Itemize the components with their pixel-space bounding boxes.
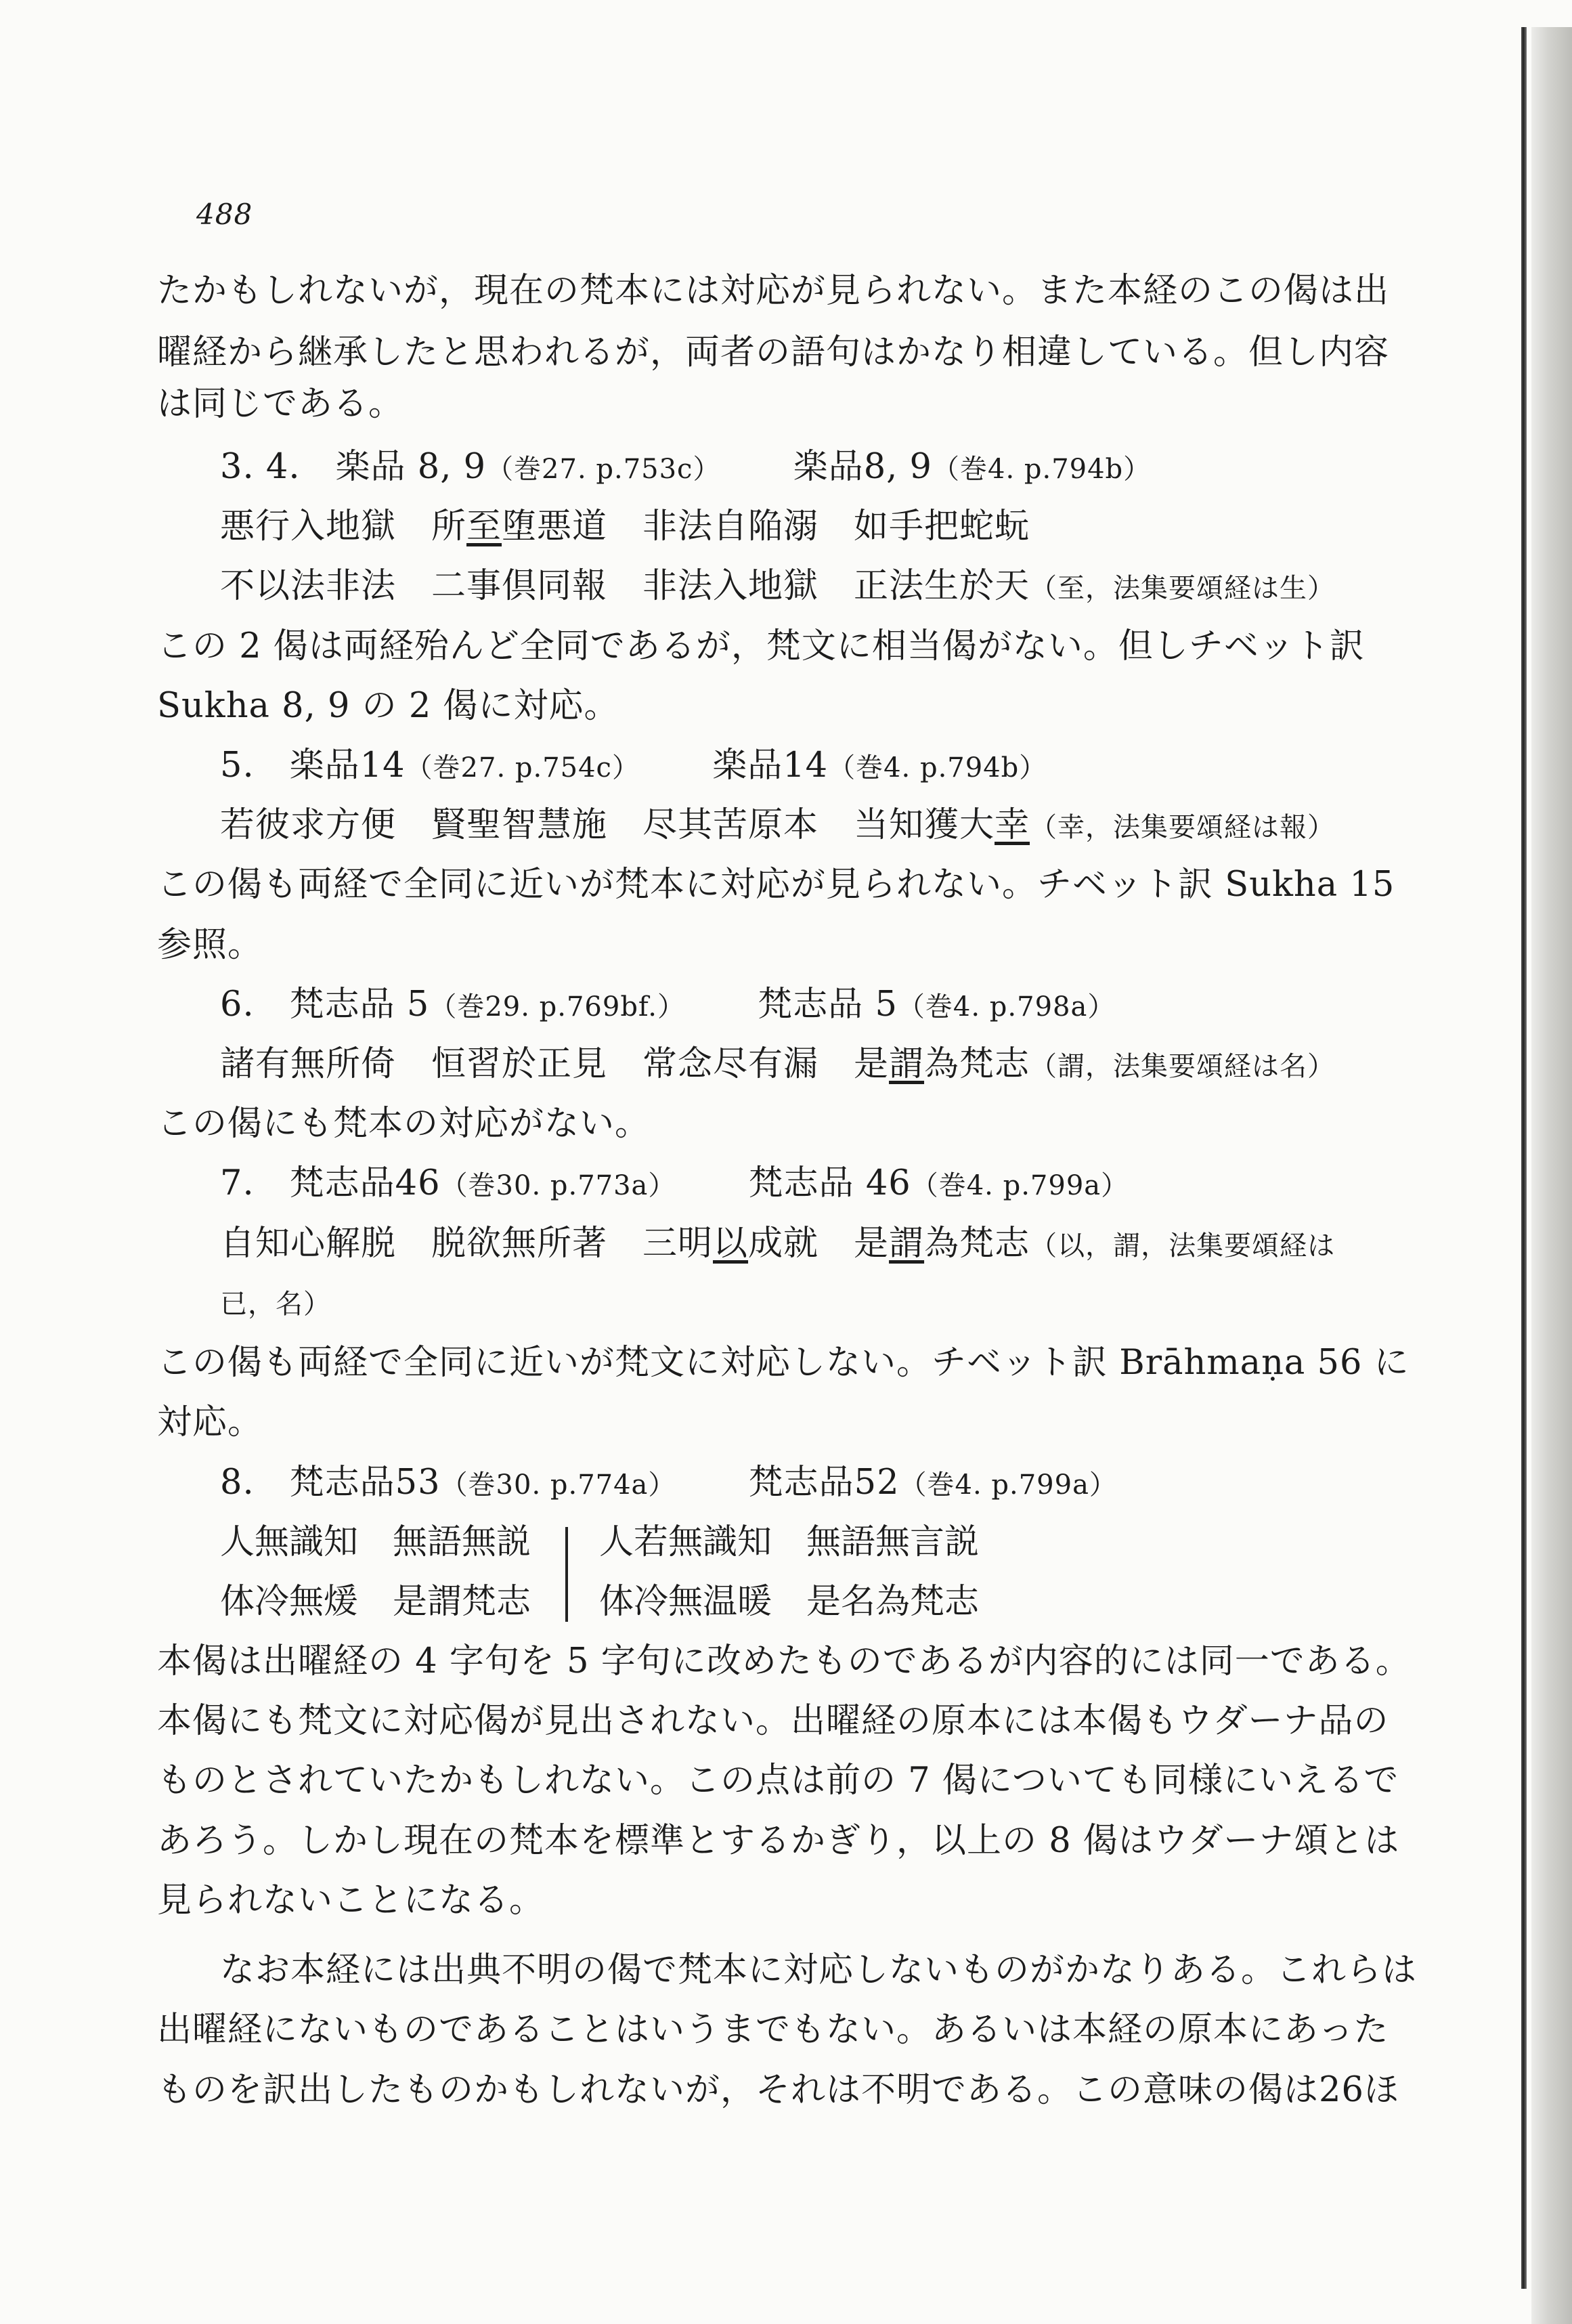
verse-right: 人若無識知 無語無言説 (599, 1522, 980, 1562)
binding-edge-line (1521, 27, 1527, 2289)
verse-line (220, 805, 1335, 848)
heading-a-ref: （巻27. p.754c） (405, 752, 640, 783)
verse-line (220, 1224, 1335, 1266)
verse-note: （謂，法集要頌経は名） (1030, 1051, 1336, 1082)
heading-b-ref: （巻4. p.798a） (897, 991, 1116, 1023)
heading-a-ref: （巻29. p.769bf.） (429, 991, 686, 1023)
comment-line: この 2 偈は両経殆んど全同であるが，梵文に相当偈がない。但しチベット訳 (157, 626, 1365, 666)
verse-text: 為梵志 (924, 1044, 1030, 1084)
text-line: 曜経から継承したと思われるが，両者の語句はかなり相違している。但し内容 (157, 332, 1390, 372)
column-separator (565, 1527, 568, 1622)
heading-a: 5. 楽品14 (220, 746, 406, 786)
comment-line: この偈にも梵本の対応がない。 (157, 1104, 651, 1144)
heading-a-ref: （巻30. p.773a） (440, 1170, 676, 1201)
verse-right: 体冷無温暖 是名為梵志 (599, 1582, 980, 1622)
comment-line: この偈も両経で全同に近いが梵文に対応しない。チベット訳 Brāhmaṇa 56 に (157, 1343, 1410, 1383)
heading-b: 梵志品 5 (758, 985, 898, 1025)
comment-line: この偈も両経で全同に近いが梵本に対応が見られない。チベット訳 Sukha 15 (157, 865, 1395, 905)
heading-b: 楽品8, 9 (793, 447, 933, 487)
heading-b: 楽品14 (712, 746, 829, 786)
underlined-char: 謂 (889, 1044, 925, 1084)
heading-b: 梵志品 46 (748, 1163, 911, 1203)
verse-text: 堕悪道 非法自陥溺 如手把蛇蚖 (502, 507, 1030, 546)
underlined-char: 謂 (889, 1224, 925, 1264)
text-line: ものを訳出したものかもしれないが，それは不明である。この意味の偈は26ほ (157, 2070, 1399, 2110)
heading-a: 6. 梵志品 5 (220, 985, 430, 1025)
heading-b-ref: （巻4. p.794b） (932, 454, 1152, 485)
verse-text: 為梵志 (924, 1224, 1030, 1264)
section-heading (220, 447, 1151, 490)
text-line: は同じである。 (157, 384, 404, 424)
section-heading (220, 746, 1047, 788)
comment-line: 対応。 (157, 1402, 263, 1442)
underlined-char: 以 (713, 1224, 749, 1264)
comment-line: 本偈にも梵文に対応偈が見出されない。出曜経の原本には本偈もウダーナ品の (157, 1701, 1389, 1741)
verse-text: 諸有無所倚 恒習於正見 常念尽有漏 是 (220, 1044, 890, 1084)
comment-line: Sukha 8, 9 の 2 偈に対応。 (157, 686, 619, 726)
heading-b-ref: （巻4. p.799a） (899, 1469, 1117, 1501)
verse-left: 体冷無煖 是謂梵志 (220, 1582, 531, 1622)
verse-note: （幸，法集要頌経は報） (1030, 812, 1336, 843)
heading-a-ref: （巻27. p.753c） (486, 454, 721, 485)
verse-line (220, 566, 1335, 609)
comment-line: 見られないことになる。 (157, 1880, 545, 1920)
comment-line: ものとされていたかもしれない。この点は前の 7 偈についても同様にいえるで (157, 1761, 1399, 1801)
text-line: なお本経には出典不明の偈で梵本に対応しないものがかなりある。これらは (220, 1950, 1418, 1990)
verse-text: 成就 是 (748, 1224, 890, 1264)
verse-text: 自知心解脱 脱欲無所著 三明 (220, 1224, 714, 1264)
section-heading (220, 1163, 1129, 1206)
comment-line: 参照。 (157, 925, 263, 965)
underlined-char: 至 (466, 507, 502, 546)
text-line: たかもしれないが，現在の梵本には対応が見られない。また本経のこの偈は出 (157, 271, 1390, 311)
section-heading (220, 1463, 1117, 1505)
text-line: 出曜経にないものであることはいうまでもない。あるいは本経の原本にあった (157, 2010, 1389, 2050)
heading-a: 8. 梵志品53 (220, 1463, 441, 1503)
heading-b-ref: （巻4. p.799a） (911, 1170, 1129, 1201)
comment-line: 本偈は出曜経の 4 字句を 5 字句に改めたものであるが内容的には同一である。 (157, 1641, 1411, 1681)
verse-text: 不以法非法 二事倶同報 非法入地獄 正法生於天 (220, 566, 1030, 606)
comment-line: あろう。しかし現在の梵本を標準とするかぎり，以上の 8 偈はウダーナ頌とは (157, 1821, 1400, 1861)
verse-text: 悪行入地獄 所 (220, 507, 467, 546)
verse-line (220, 1044, 1335, 1087)
underlined-char: 幸 (995, 805, 1030, 845)
verse-note: 已，名） (220, 1289, 331, 1320)
verse-line (220, 507, 1030, 547)
heading-a: 3. 4. 楽品 8, 9 (220, 447, 487, 487)
page-number: 488 (196, 198, 253, 231)
heading-b: 梵志品52 (748, 1463, 900, 1503)
verse-left: 人無識知 無語無説 (220, 1522, 531, 1562)
verse-note-line (220, 1282, 331, 1325)
heading-a: 7. 梵志品46 (220, 1163, 441, 1203)
heading-b-ref: （巻4. p.794b） (828, 752, 1047, 783)
page-edge-shadow (1531, 27, 1572, 2324)
verse-text: 若彼求方便 賢聖智慧施 尽其苦原本 当知獲大 (220, 805, 995, 845)
section-heading (220, 985, 1115, 1027)
verse-note: （至，法集要頌経は生） (1030, 573, 1336, 604)
heading-a-ref: （巻30. p.774a） (440, 1469, 676, 1501)
verse-note: （以，謂，法集要頌経は (1030, 1230, 1336, 1262)
